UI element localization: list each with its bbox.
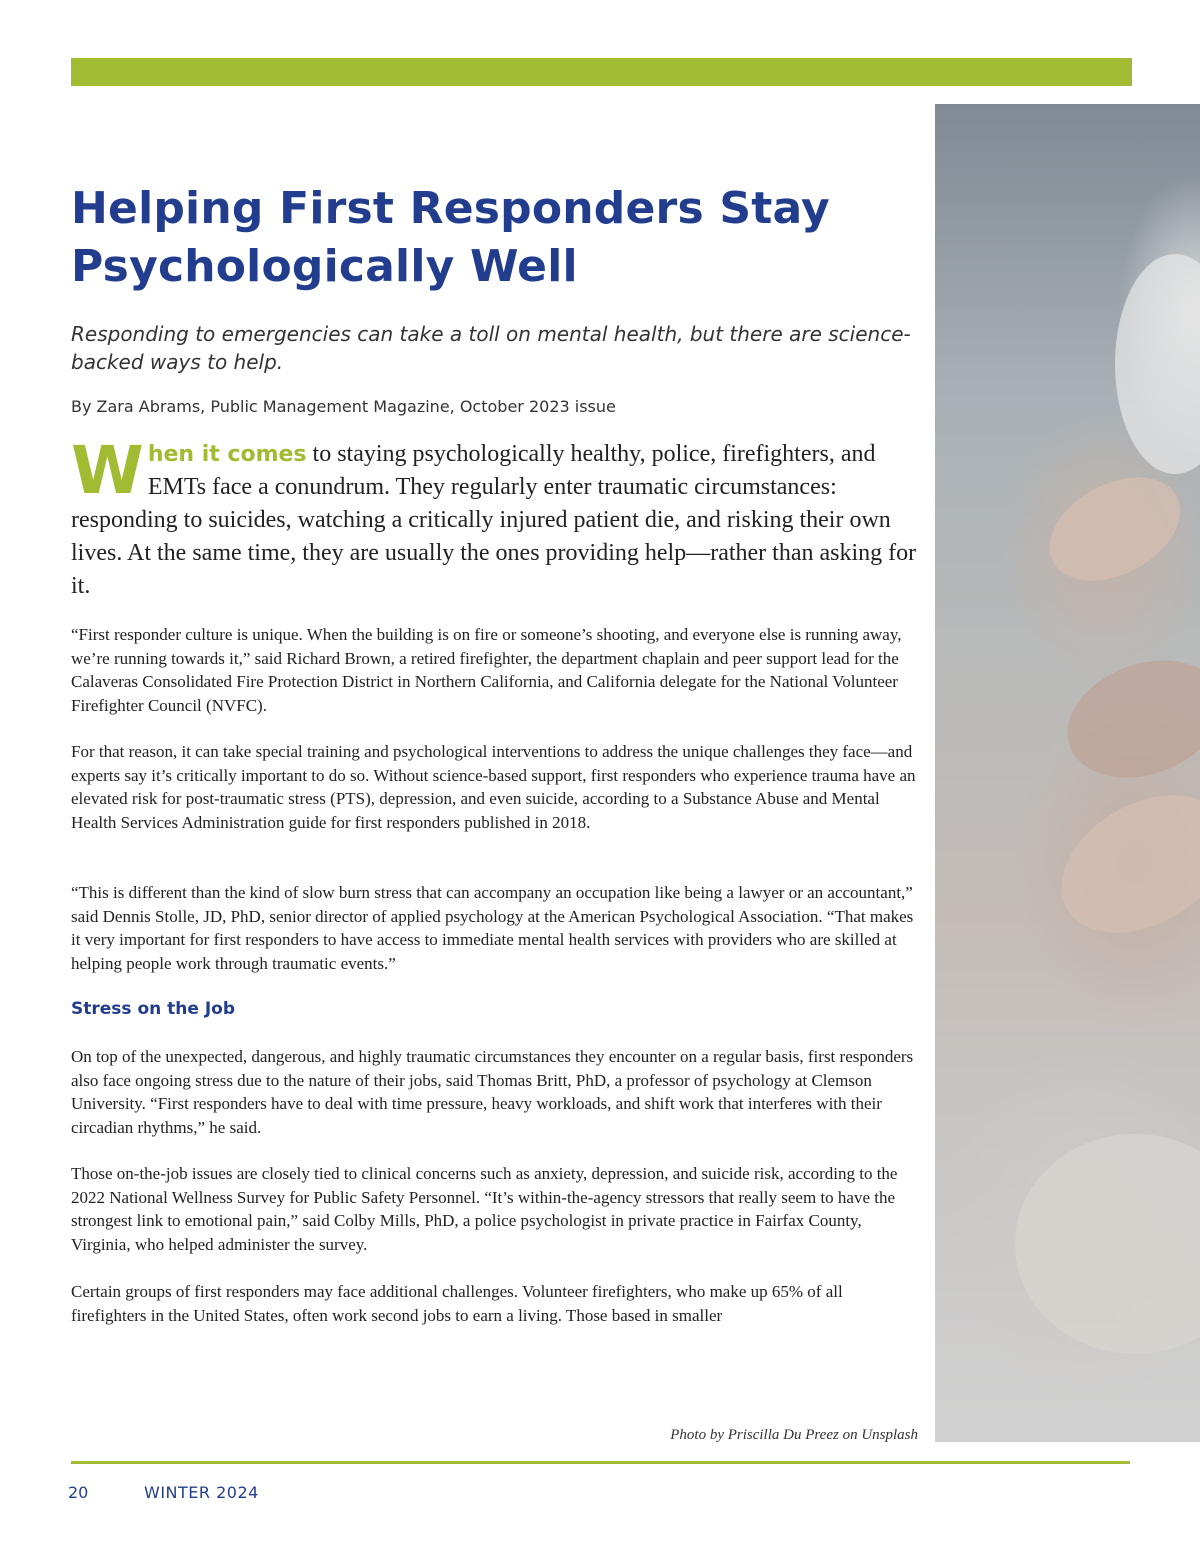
article-title: Helping First Responders Stay Psychologically Well [71, 183, 830, 292]
lede-lead-in: hen it comes [147, 442, 307, 467]
photo-sweater-shape [1015, 1134, 1200, 1354]
issue-label: WINTER 2024 [144, 1483, 259, 1502]
photo-hand-shape [1037, 767, 1200, 961]
photo-hand-shape [1051, 640, 1200, 798]
body-paragraph: Certain groups of first responders may face additional challenges. Volunteer firefighters, who make up 65% of all firefighters in the United States, often work second jobs to earn a living. Those based in smaller [71, 1282, 843, 1325]
body-paragraph: “This is different than the kind of slow burn stress that can accompany an occupation like being a lawyer or an accountant,” said Dennis Stolle, JD, PhD, senior director of applied psychology at the American Psychological Association. “That makes it very important for first responders to have access to immediate mental health services with providers who are skilled at helping people work through traumatic events.” [71, 883, 914, 973]
hands-photo [935, 104, 1200, 1442]
lede-paragraph [71, 432, 921, 603]
page-number: 20 [68, 1483, 89, 1502]
lede-text: to staying psychologically healthy, police, firefighters, and EMTs face a conundrum. They regularly enter traumatic circumstances: responding to suicides, watching a critically injured patient die, and risking their own lives. At the same time, they are usually the ones providing help—rather than asking for it. [71, 441, 917, 599]
body-paragraph: On top of the unexpected, dangerous, and highly traumatic circumstances they encounter on a regular basis, first responders also face ongoing stress due to the nature of their jobs, said Thomas Britt, PhD, a professor of psychology at Clemson University. “First responders have to deal with time pressure, heavy workloads, and shift work that interferes with their circadian rhythms,” he said. [71, 1047, 914, 1137]
body-paragraph: Those on-the-job issues are closely tied to clinical concerns such as anxiety, depression, and suicide risk, according to the 2022 National Wellness Survey for Public Safety Personnel. “It’s within-the-agency stressors that really seem to have the strongest link to emotional pain,” said Colby Mills, PhD, a police psychologist in private practice in Fairfax County, Virginia, who helped administer the survey. [71, 1164, 898, 1254]
photo-highlight [1115, 254, 1200, 474]
top-accent-bar [71, 58, 1132, 86]
drop-cap: W [71, 432, 144, 509]
photo-credit: Photo by Priscilla Du Preez on Unsplash [670, 1427, 918, 1443]
footer-rule [71, 1461, 1130, 1464]
article-subtitle: Responding to emergencies can take a toll on mental health, but there are science-backed ways to help. [71, 322, 911, 374]
section-heading: Stress on the Job [71, 999, 235, 1019]
article-byline: By Zara Abrams, Public Management Magazine, October 2023 issue [71, 397, 616, 416]
photo-hand-shape [1032, 456, 1198, 601]
body-paragraph: “First responder culture is unique. When the building is on fire or someone’s shooting, and everyone else is running away, we’re running towards it,” said Richard Brown, a retired firefighter, the department chaplain and peer support lead for the Calaveras Consolidated Fire Protection District in Northern California, and California delegate for the National Volunteer Firefighter Council (NVFC). [71, 625, 902, 715]
body-paragraph: For that reason, it can take special training and psychological interventions to address the unique challenges they face—and experts say it’s critically important to do so. Without science-based support, first responders who experience trauma have an elevated risk for post-traumatic stress (PTS), depression, and even suicide, according to a Substance Abuse and Mental Health Services Administration guide for first responders published in 2018. [71, 742, 916, 832]
